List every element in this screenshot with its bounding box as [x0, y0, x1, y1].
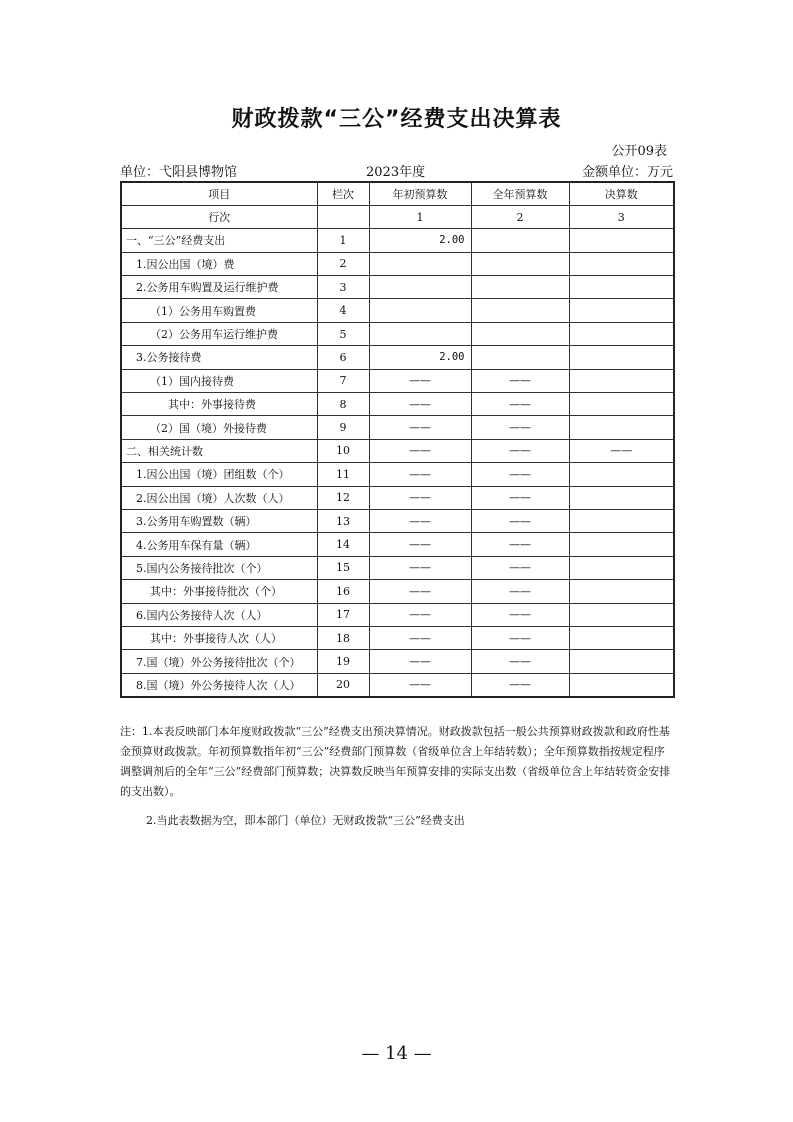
row-annual-budget [471, 322, 569, 345]
row-item: （2）公务用车运行维护费 [121, 322, 317, 345]
row-final-accounts [569, 650, 674, 673]
note-1-text: 注：1.本表反映部门本年度财政拨款“三公”经费支出预决算情况。财政拨款包括一般公共预算财政拨款和政府性基金预算财政拨款。年初预算数指年初“三公”经费部门预算数（省级单位含上年结转数）；全年预算数指按规定程序调整调剂后的全年“三公”经费部门预算数；决算数反映当年预算安排的实际支出数（省级单位含上年结转资金安排的支出数）。 [120, 725, 671, 798]
table-row [121, 369, 674, 392]
table-code: 公开09表 [611, 144, 667, 159]
row-item: （2）国（境）外接待费 [121, 416, 317, 439]
row-item: 1.因公出国（境）费 [121, 252, 317, 275]
table-row [121, 252, 674, 275]
row-item: 2.公务用车购置及运行维护费 [121, 276, 317, 299]
row-final-accounts [569, 533, 674, 556]
row-initial-budget: —— [369, 486, 471, 509]
index-col-3: 3 [569, 205, 674, 228]
row-final-accounts: —— [569, 439, 674, 462]
row-item: 3.公务用车购置数（辆） [121, 509, 317, 532]
note-1 [120, 722, 675, 802]
row-annual-budget [471, 229, 569, 252]
table-row [121, 276, 674, 299]
row-annual-budget: —— [471, 626, 569, 649]
row-final-accounts [569, 299, 674, 322]
row-annual-budget: —— [471, 509, 569, 532]
row-initial-budget [369, 276, 471, 299]
row-initial-budget: —— [369, 626, 471, 649]
row-item: 二、相关统计数 [121, 439, 317, 462]
row-no: 4 [317, 299, 369, 322]
table-row [121, 533, 674, 556]
header-item: 项目 [121, 182, 317, 205]
table-row [121, 673, 674, 696]
page-title: 财政拨款“三公”经费支出决算表 [231, 107, 562, 132]
header-no: 栏次 [317, 182, 369, 205]
table-row [121, 416, 674, 439]
row-annual-budget: —— [471, 673, 569, 696]
index-label: 行次 [121, 205, 317, 228]
row-final-accounts [569, 509, 674, 532]
header-final-accounts: 决算数 [569, 182, 674, 205]
row-final-accounts [569, 673, 674, 696]
row-annual-budget [471, 276, 569, 299]
row-initial-budget: 2.00 [369, 229, 471, 252]
row-initial-budget: —— [369, 439, 471, 462]
row-annual-budget: —— [471, 650, 569, 673]
row-no: 17 [317, 603, 369, 626]
row-initial-budget: —— [369, 580, 471, 603]
row-no: 14 [317, 533, 369, 556]
row-no: 5 [317, 322, 369, 345]
row-final-accounts [569, 463, 674, 486]
row-item: 5.国内公务接待批次（个） [121, 556, 317, 579]
row-item: 8.国（境）外公务接待人次（人） [121, 673, 317, 696]
row-initial-budget: —— [369, 556, 471, 579]
row-no: 15 [317, 556, 369, 579]
index-row [121, 205, 674, 228]
table-row [121, 393, 674, 416]
expense-table [120, 181, 675, 698]
row-annual-budget: —— [471, 463, 569, 486]
header-initial-budget: 年初预算数 [369, 182, 471, 205]
table-row [121, 486, 674, 509]
row-initial-budget: 2.00 [369, 346, 471, 369]
row-initial-budget [369, 299, 471, 322]
table-row [121, 439, 674, 462]
unit-label: 单位：弋阳县博物馆 [120, 165, 238, 180]
row-no: 12 [317, 486, 369, 509]
row-item: 7.国（境）外公务接待批次（个） [121, 650, 317, 673]
index-col-2: 2 [471, 205, 569, 228]
header-row [121, 182, 674, 205]
row-annual-budget: —— [471, 393, 569, 416]
row-final-accounts [569, 229, 674, 252]
table-row [121, 509, 674, 532]
row-final-accounts [569, 486, 674, 509]
row-no: 18 [317, 626, 369, 649]
table-row [121, 229, 674, 252]
row-no: 9 [317, 416, 369, 439]
row-no: 19 [317, 650, 369, 673]
row-no: 20 [317, 673, 369, 696]
row-final-accounts [569, 626, 674, 649]
row-item: 6.国内公务接待人次（人） [121, 603, 317, 626]
row-final-accounts [569, 346, 674, 369]
row-no: 1 [317, 229, 369, 252]
page-number: — 14 — [361, 1043, 432, 1064]
row-initial-budget: —— [369, 416, 471, 439]
table-row [121, 322, 674, 345]
row-initial-budget: —— [369, 369, 471, 392]
row-no: 16 [317, 580, 369, 603]
row-item: 其中：外事接待费 [121, 393, 317, 416]
row-no: 8 [317, 393, 369, 416]
row-final-accounts [569, 416, 674, 439]
row-final-accounts [569, 603, 674, 626]
row-item: （1）国内接待费 [121, 369, 317, 392]
row-final-accounts [569, 322, 674, 345]
row-initial-budget: —— [369, 533, 471, 556]
table-row [121, 299, 674, 322]
index-col-1: 1 [369, 205, 471, 228]
row-annual-budget: —— [471, 486, 569, 509]
row-final-accounts [569, 556, 674, 579]
row-initial-budget: —— [369, 463, 471, 486]
row-item: 3.公务接待费 [121, 346, 317, 369]
row-no: 10 [317, 439, 369, 462]
row-no: 13 [317, 509, 369, 532]
row-annual-budget [471, 299, 569, 322]
table-row [121, 626, 674, 649]
meta-row [120, 161, 673, 179]
row-initial-budget: —— [369, 509, 471, 532]
row-initial-budget [369, 252, 471, 275]
table-row [121, 556, 674, 579]
row-final-accounts [569, 369, 674, 392]
table-row [121, 650, 674, 673]
row-annual-budget: —— [471, 369, 569, 392]
row-final-accounts [569, 580, 674, 603]
row-no: 7 [317, 369, 369, 392]
row-annual-budget: —— [471, 556, 569, 579]
row-no: 11 [317, 463, 369, 486]
row-item: （1）公务用车购置费 [121, 299, 317, 322]
row-item: 1.因公出国（境）团组数（个） [121, 463, 317, 486]
row-annual-budget: —— [471, 603, 569, 626]
row-item: 2.因公出国（境）人次数（人） [121, 486, 317, 509]
row-item: 4.公务用车保有量（辆） [121, 533, 317, 556]
row-annual-budget: —— [471, 416, 569, 439]
row-no: 2 [317, 252, 369, 275]
index-no [317, 205, 369, 228]
row-initial-budget: —— [369, 673, 471, 696]
row-initial-budget: —— [369, 650, 471, 673]
table-row [121, 346, 674, 369]
row-final-accounts [569, 252, 674, 275]
row-annual-budget [471, 346, 569, 369]
row-item: 一、“三公”经费支出 [121, 229, 317, 252]
table-row [121, 603, 674, 626]
row-initial-budget: —— [369, 393, 471, 416]
row-no: 6 [317, 346, 369, 369]
row-annual-budget [471, 252, 569, 275]
row-item: 其中：外事接待批次（个） [121, 580, 317, 603]
amount-unit-label: 金额单位：万元 [581, 165, 673, 180]
row-annual-budget: —— [471, 439, 569, 462]
header-annual-budget: 全年预算数 [471, 182, 569, 205]
row-final-accounts [569, 393, 674, 416]
note-2: 2.当此表数据为空，即本部门（单位）无财政拨款“三公”经费支出 [146, 814, 465, 827]
row-no: 3 [317, 276, 369, 299]
table-row [121, 580, 674, 603]
row-item: 其中：外事接待人次（人） [121, 626, 317, 649]
table-row [121, 463, 674, 486]
year-label: 2023年度 [366, 165, 426, 180]
row-initial-budget: —— [369, 603, 471, 626]
row-initial-budget [369, 322, 471, 345]
row-annual-budget: —— [471, 533, 569, 556]
row-annual-budget: —— [471, 580, 569, 603]
row-final-accounts [569, 276, 674, 299]
